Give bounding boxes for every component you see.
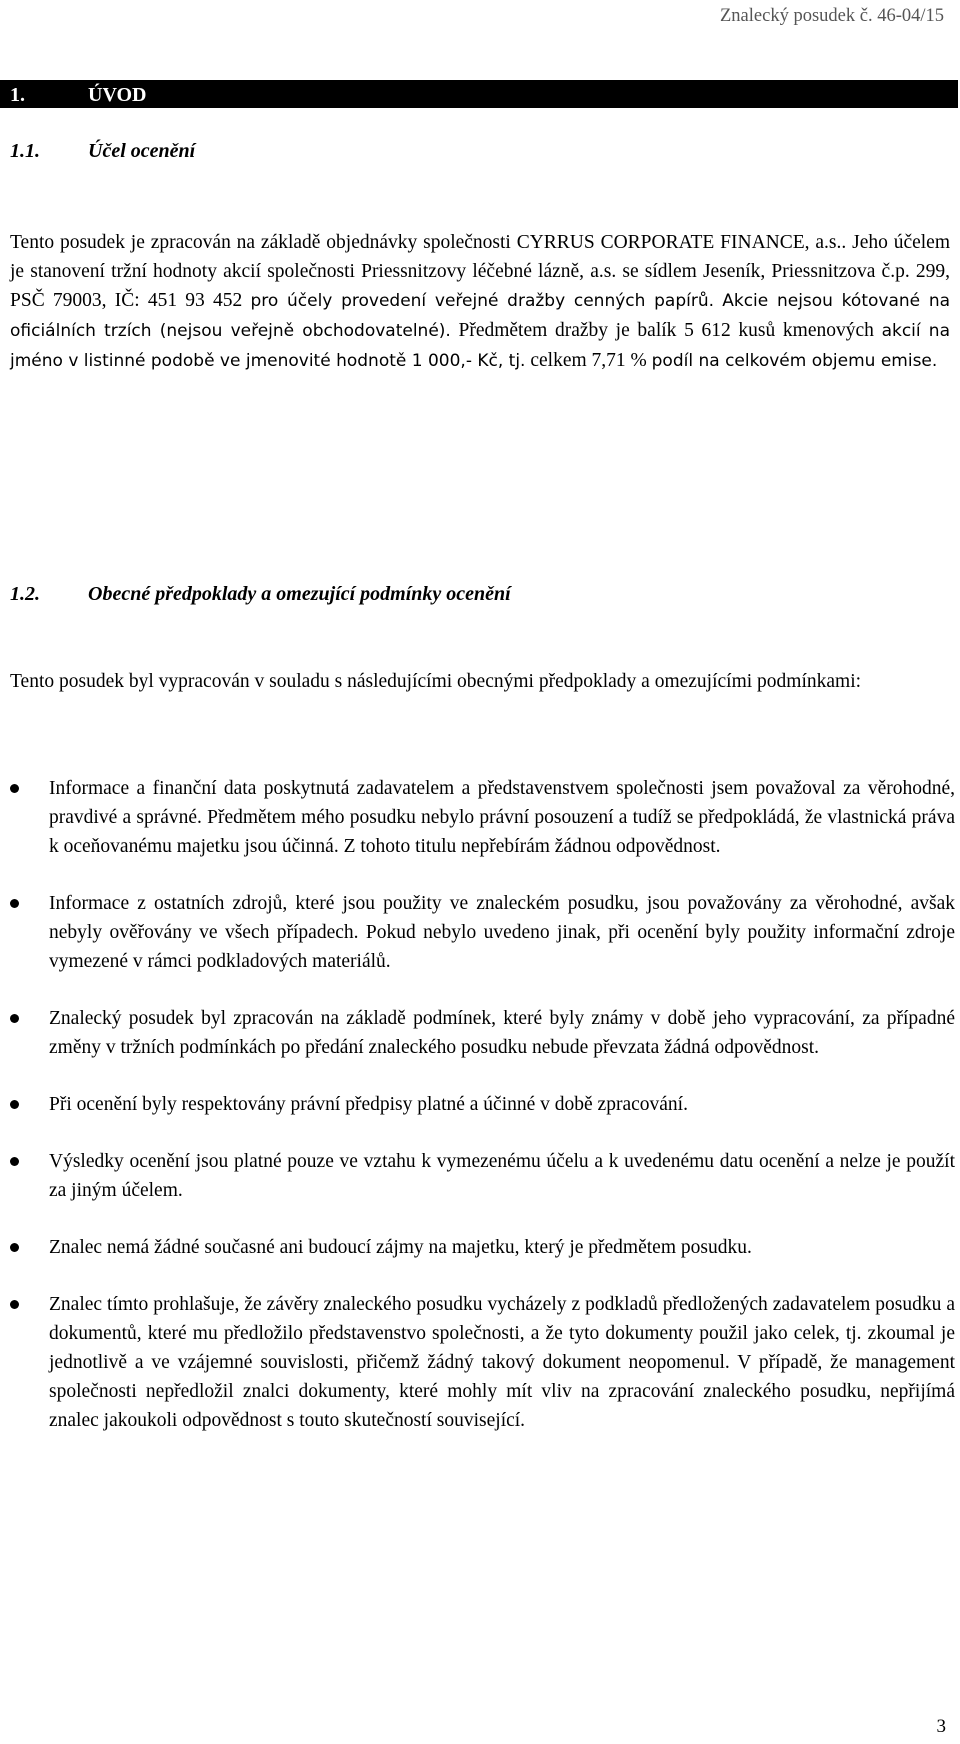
bullet-icon [10,1300,19,1309]
list-item [10,1090,955,1119]
page-number: 3 [936,1716,946,1737]
purpose-text-7: podíl na celkovém objemu emise. [651,351,938,371]
list-item-text: Znalecký posudek byl zpracován na základě podmínek, které byly známy v době jeho vypracování, za případné změny v tržních podmínkách po předání znaleckého posudku nebude převzata žádná odpovědnost. [49,1008,955,1058]
list-item [10,1290,955,1435]
purpose-text-2: pro účely provedení veřejné dražby cenných papírů. [250,291,715,311]
subsection-title: Účel ocenění [88,140,196,162]
list-item [10,1004,955,1062]
list-item-text: Informace a finanční data poskytnutá zadavatelem a představenstvem společnosti jsem považoval za věrohodné, pravdivé a správné. Předmětem mého posudku nebylo právní posouzení a tudíž se předpokládá, že vlastnická práva k oceňovanému majetku jsou účinná. Z tohoto titulu nepřebírám žádnou odpovědnost. [49,778,955,857]
list-item-text: Znalec nemá žádné současné ani budoucí zájmy na majetku, který je předmětem posudku. [49,1237,752,1258]
subsection-number: 1.1. [10,140,40,162]
page-header: Znalecký posudek č. 46-04/15 [720,6,944,26]
purpose-text-1: Tento posudek je zpracován na základě objednávky společnosti CYRRUS CORPORATE FINANCE, a.s.. Jeho účelem je stanovení tržní hodnoty akcií společnosti Priessnitzovy léčebné lázně, a.s. se sídlem Jeseník, Priessnitzova č.p. 299, PSČ 79003, IČ: 451 93 452 [10,232,950,311]
bullet-icon [10,899,19,908]
purpose-paragraph [10,228,950,376]
section-heading-bar [0,80,958,108]
bullet-icon [10,1014,19,1023]
purpose-text-4: Předmětem dražby je balík 5 612 kusů kmenových [458,320,874,341]
list-item-text: Znalec tímto prohlašuje, že závěry znaleckého posudku vycházely z podkladů předložených zadavatelem posudku a dokumentů, které mu předložilo představenstvo společnosti, a že tyto dokumenty použil jako celek, tj. zkoumal je jednotlivě a ve vzájemné souvislosti, přičemž žádný takový dokument neopomenul. V případě, že management společnosti nepředložil znalci dokumenty, které mohly mít vliv na zpracování znaleckého posudku, nepřijímá znalec jakoukoli odpovědnost s touto skutečností související. [49,1294,955,1431]
list-item [10,889,955,976]
bullet-icon [10,784,19,793]
list-item-text: Výsledky ocenění jsou platné pouze ve vztahu k vymezenému účelu a k uvedenému datu ocenění a nelze je použít za jiným účelem. [49,1151,955,1201]
conditions-list [10,774,955,1463]
purpose-text-6: celkem 7,71 % [530,350,647,371]
conditions-intro: Tento posudek byl vypracován v souladu s následujícími obecnými předpoklady a omezujícími podmínkami: [10,671,862,692]
list-item-text: Informace z ostatních zdrojů, které jsou použity ve znaleckém posudku, jsou považovány za věrohodné, avšak nebyly ověřovány ve všech případech. Pokud nebylo uvedeno jinak, při ocenění byly použity informační zdroje vymezené v rámci podkladových materiálů. [49,893,955,972]
subsection-heading-1-2 [10,583,511,606]
list-item [10,1233,955,1262]
purpose-text-5: akcií na jméno v listinné podobě ve jmenovité hodnotě 1 000,- Kč, tj. [10,321,951,371]
bullet-icon [10,1243,19,1252]
list-item [10,1147,955,1205]
subsection-number: 1.2. [10,583,40,605]
list-item-text: Při ocenění byly respektovány právní předpisy platné a účinné v době zpracování. [49,1094,688,1115]
section-number: 1. [10,84,25,106]
list-item [10,774,955,861]
purpose-text-3: Akcie nejsou kótované na oficiálních trzích (nejsou veřejně obchodovatelné). [10,291,951,341]
section-title: ÚVOD [88,84,147,106]
subsection-heading-1-1 [10,140,196,163]
bullet-icon [10,1100,19,1109]
subsection-title: Obecné předpoklady a omezující podmínky ocenění [88,583,511,605]
bullet-icon [10,1157,19,1166]
